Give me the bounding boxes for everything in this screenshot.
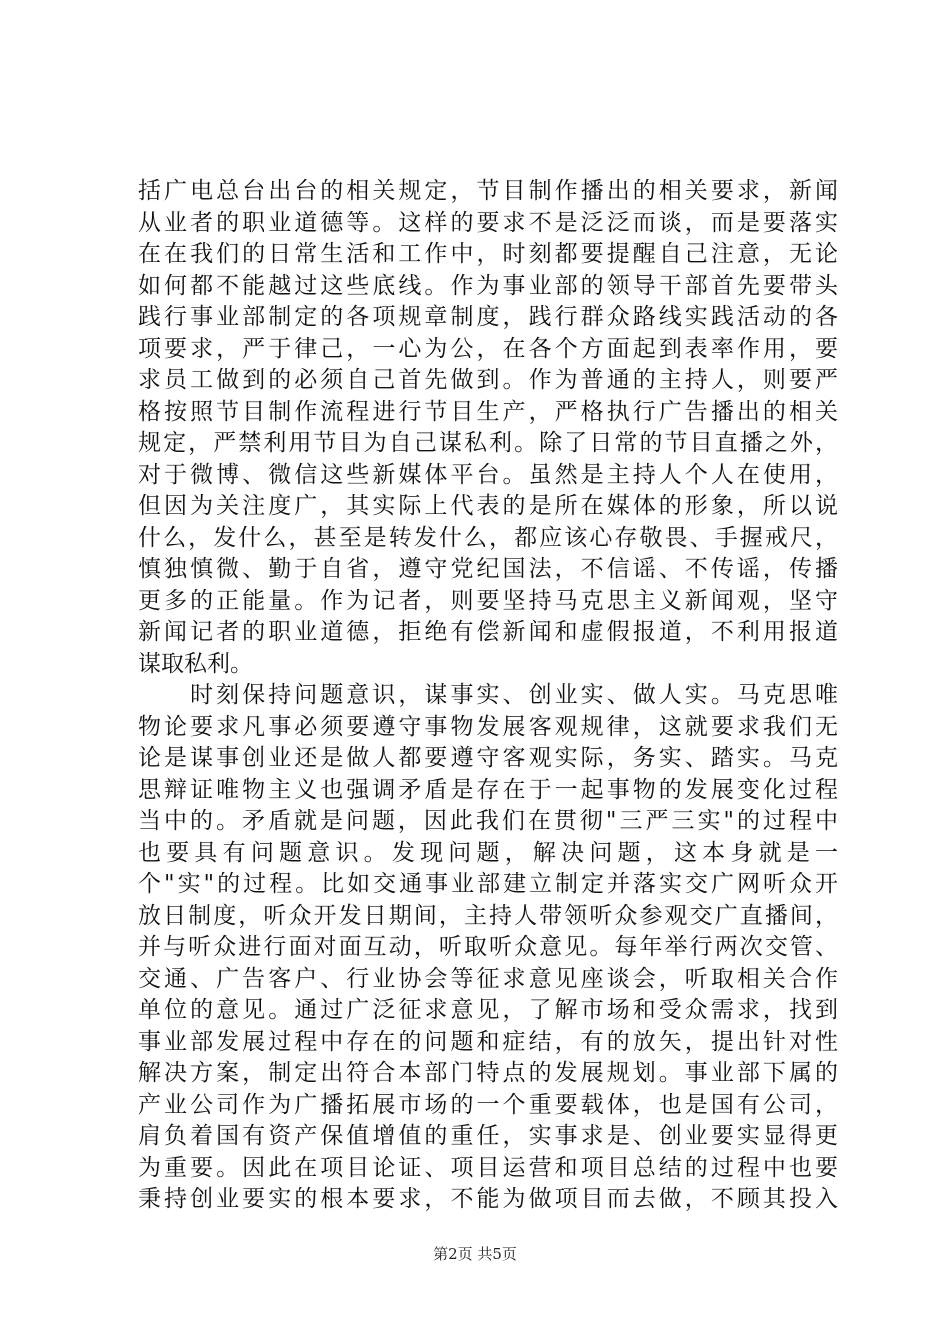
text-line: 物论要求凡事必须要遵守事物发展客观规律，这就要求我们无 (138, 713, 838, 740)
text-line: 在在我们的日常生活和工作中，时刻都要提醒自己注意，无论 (138, 241, 838, 267)
text-line: 单位的意见。通过广泛征求意见，了解市场和受众需求，找到 (138, 997, 838, 1023)
text-line: 什么，发什么，甚至是转发什么，都应该心存敬畏、手握戒尺， (138, 524, 838, 551)
text-line: 产业公司作为广播拓展市场的一个重要载体，也是国有公司， (138, 1091, 838, 1118)
text-line: 思辩证唯物主义也强调矛盾是存在于一起事物的发展变化过程 (138, 776, 838, 803)
text-line: 但因为关注度广，其实际上代表的是所在媒体的形象，所以说 (138, 493, 838, 519)
text-line: 从业者的职业道德等。这样的要求不是泛泛而谈，而是要落实 (138, 209, 838, 236)
page-number-footer: 第2页 共5页 (433, 1245, 517, 1263)
text-line: 个"实"的过程。比如交通事业部建立制定并落实交广网听众开 (138, 871, 838, 897)
text-line: 慎独慎微、勤于自省，遵守党纪国法，不信谣、不传谣，传播 (138, 556, 838, 582)
text-line: 秉持创业要实的根本要求，不能为做项目而去做，不顾其投入 (138, 1186, 838, 1212)
text-line: 时刻保持问题意识，谋事实、创业实、做人实。马克思唯 (138, 682, 838, 708)
text-line: 新闻记者的职业道德，拒绝有偿新闻和虚假报道，不利用报道 (138, 619, 838, 645)
text-line: 并与听众进行面对面互动，听取听众意见。每年举行两次交管、 (138, 934, 838, 960)
text-line: 谋取私利。 (138, 650, 253, 677)
text-line: 规定，严禁利用节目为自己谋私利。除了日常的节目直播之外， (138, 430, 838, 456)
text-line: 如何都不能越过这些底线。作为事业部的领导干部首先要带头 (138, 272, 838, 299)
text-line: 践行事业部制定的各项规章制度，践行群众路线实践活动的各 (138, 304, 838, 330)
text-line: 交通、广告客户、行业协会等征求意见座谈会，听取相关合作 (138, 965, 838, 992)
text-line: 格按照节目制作流程进行节目生产，严格执行广告播出的相关 (138, 398, 838, 425)
body-text (138, 176, 838, 1216)
text-line: 放日制度，听众开发日期间，主持人带领听众参观交广直播间， (138, 902, 838, 929)
text-line: 肩负着国有资产保值增值的重任，实事求是、创业要实显得更 (138, 1123, 838, 1149)
text-line: 求员工做到的必须自己首先做到。作为普通的主持人，则要严 (138, 367, 838, 393)
text-line: 为重要。因此在项目论证、项目运营和项目总结的过程中也要 (138, 1154, 838, 1181)
text-line: 当中的。矛盾就是问题，因此我们在贯彻"三严三实"的过程中 (138, 808, 838, 834)
text-line: 更多的正能量。作为记者，则要坚持马克思主义新闻观，坚守 (138, 587, 838, 614)
text-line: 括广电总台出台的相关规定，节目制作播出的相关要求，新闻 (138, 178, 838, 204)
text-line: 也要具有问题意识。发现问题，解决问题，这本身就是一 (138, 839, 838, 866)
text-line: 对于微博、微信这些新媒体平台。虽然是主持人个人在使用， (138, 461, 838, 488)
text-line: 解决方案，制定出符合本部门特点的发展规划。事业部下属的 (138, 1060, 838, 1086)
text-line: 事业部发展过程中存在的问题和症结，有的放矢，提出针对性 (138, 1028, 838, 1055)
text-line: 论是谋事创业还是做人都要遵守客观实际，务实、踏实。马克 (138, 745, 838, 771)
text-line: 项要求，严于律己，一心为公，在各个方面起到表率作用，要 (138, 335, 838, 362)
